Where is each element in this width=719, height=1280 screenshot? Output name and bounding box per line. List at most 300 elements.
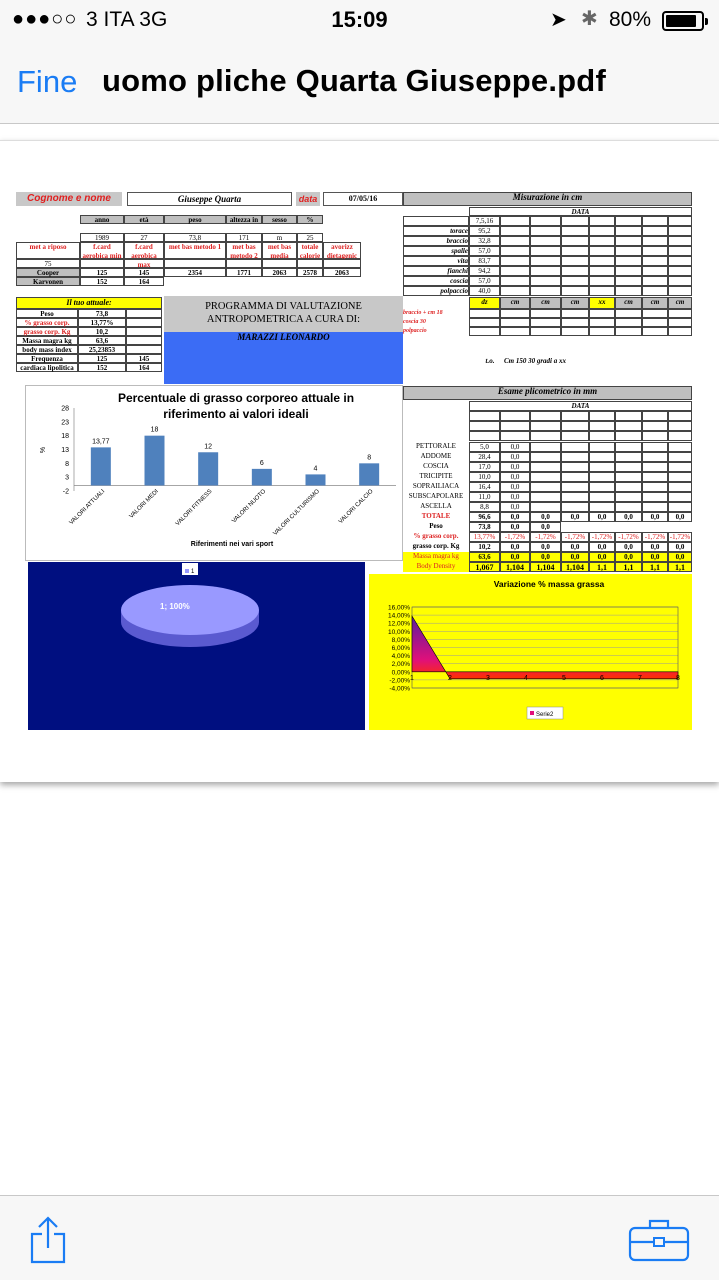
met-header: f.card aerobica min bbox=[80, 242, 124, 259]
measurement-value: 40,0 bbox=[469, 286, 500, 296]
y-axis-label: % bbox=[40, 446, 47, 454]
info-header: anno bbox=[80, 215, 124, 224]
skinfold-empty bbox=[615, 411, 642, 421]
current-status-value-2 bbox=[126, 327, 162, 336]
skinfold-empty bbox=[615, 492, 642, 502]
skinfold-summary-value: 0,0 bbox=[500, 552, 530, 562]
program-title: PROGRAMMA DI VALUTAZIONE ANTROPOMETRICA A CURA DI: bbox=[164, 296, 403, 332]
curator-name: MARAZZI LEONARDO bbox=[237, 332, 330, 342]
measurement-empty bbox=[642, 266, 668, 276]
date-value: 07/05/16 bbox=[323, 192, 403, 206]
y-tick-label: 6,00% bbox=[391, 645, 410, 652]
skinfold-empty bbox=[561, 462, 589, 472]
skinfold-summary-value: 10,2 bbox=[469, 542, 500, 552]
y-tick-label: 23 bbox=[61, 419, 69, 427]
skinfold-label: ASCELLA bbox=[420, 502, 452, 510]
met-header: f.card aerobica max bbox=[124, 242, 164, 259]
note-empty bbox=[530, 309, 561, 318]
y-tick-label: 18 bbox=[61, 433, 69, 441]
pie-slice bbox=[121, 585, 259, 635]
navigation-bar bbox=[0, 40, 719, 124]
current-status-value-2 bbox=[126, 345, 162, 354]
met-value: 75 bbox=[16, 259, 80, 268]
note-empty bbox=[642, 309, 668, 318]
skinfold-empty bbox=[530, 442, 561, 452]
met-header: totale calorie bbox=[297, 242, 323, 259]
skinfold-summary-label: % grasso corp. bbox=[413, 532, 459, 540]
x-tick-label: 6 bbox=[600, 674, 604, 682]
skinfold-empty bbox=[668, 452, 692, 462]
note-empty bbox=[668, 318, 692, 327]
pie-chart-svg bbox=[28, 562, 365, 730]
skinfold-empty bbox=[589, 431, 615, 441]
note-empty bbox=[615, 309, 642, 318]
skinfold-title: Esame plicometrico in mm bbox=[403, 386, 692, 400]
skinfold-empty bbox=[642, 421, 668, 431]
note-empty bbox=[615, 318, 642, 327]
measurement-empty bbox=[561, 246, 589, 256]
skinfold-empty bbox=[589, 411, 615, 421]
met-value bbox=[297, 259, 323, 268]
x-tick-label: VALORI MEDI bbox=[128, 488, 160, 520]
bar bbox=[91, 447, 111, 485]
skinfold-empty bbox=[561, 482, 589, 492]
note-empty bbox=[469, 327, 500, 336]
chart-title: Percentuale di grasso corporeo attuale in bbox=[117, 391, 355, 405]
x-tick-label: 4 bbox=[524, 674, 528, 682]
measurement-empty bbox=[530, 276, 561, 286]
current-status-value-2: 145 bbox=[126, 354, 162, 363]
measurement-label: spalle bbox=[403, 246, 469, 256]
info-value: 27 bbox=[124, 233, 164, 242]
skinfold-empty bbox=[642, 411, 668, 421]
status-bar bbox=[0, 0, 719, 40]
skinfold-summary-value: 1,1 bbox=[668, 562, 692, 572]
skinfold-summary-value: 0,0 bbox=[642, 552, 668, 562]
skinfold-summary-label: grasso corp. Kg bbox=[412, 542, 460, 550]
skinfold-empty bbox=[615, 452, 642, 462]
measurement-empty bbox=[500, 276, 530, 286]
measurement-empty bbox=[615, 226, 642, 236]
skinfold-summary-value: 0,0 bbox=[500, 522, 530, 532]
skinfold-empty bbox=[530, 421, 561, 431]
measurement-empty bbox=[589, 286, 615, 296]
measurement-empty bbox=[615, 266, 642, 276]
measurement-empty bbox=[589, 256, 615, 266]
measurement-empty bbox=[500, 226, 530, 236]
skinfold-empty bbox=[561, 492, 589, 502]
x-tick-label: 1 bbox=[410, 674, 414, 682]
measurement-empty bbox=[615, 246, 642, 256]
skinfold-empty bbox=[668, 472, 692, 482]
measurement-empty bbox=[668, 216, 692, 226]
karvonen-cell: 152 bbox=[80, 277, 124, 286]
legend-swatch bbox=[530, 711, 534, 715]
met-value bbox=[124, 259, 164, 268]
current-status-value: 125 bbox=[78, 354, 126, 363]
skinfold-empty bbox=[530, 452, 561, 462]
x-axis-label: Riferimenti nei vari sport bbox=[190, 541, 274, 548]
skinfold-empty bbox=[615, 482, 642, 492]
met-header: met a riposo bbox=[16, 242, 80, 259]
skinfold-empty bbox=[530, 482, 561, 492]
measurement-empty bbox=[615, 256, 642, 266]
measurement-empty bbox=[530, 236, 561, 246]
x-tick-label: 3 bbox=[486, 674, 490, 682]
clock: 15:09 bbox=[331, 7, 388, 32]
signal-indicator: ●●●○○ bbox=[12, 8, 78, 30]
current-status-label: Massa magra kg bbox=[16, 336, 78, 345]
measurement-empty bbox=[615, 236, 642, 246]
battery-percent: 80% bbox=[609, 8, 652, 31]
skinfold-summary-value: 0,0 bbox=[589, 552, 615, 562]
skinfold-empty bbox=[668, 431, 692, 441]
skinfold-empty bbox=[668, 482, 692, 492]
measurement-empty bbox=[500, 256, 530, 266]
skinfold-empty bbox=[615, 502, 642, 512]
met-header: avorizz dietagenic bbox=[323, 242, 361, 259]
y-tick-label: 0,00% bbox=[391, 669, 410, 677]
karvonen-cell: Karvonen bbox=[16, 277, 80, 286]
skinfold-summary-value: -1,72% bbox=[589, 532, 615, 542]
legend-label: Serie2 bbox=[536, 712, 554, 718]
measurement-value: 83,7 bbox=[469, 256, 500, 266]
skinfold-empty bbox=[561, 442, 589, 452]
skinfold-empty bbox=[668, 462, 692, 472]
skinfold-summary-value: 63,6 bbox=[469, 552, 500, 562]
measurement-label: torace bbox=[403, 226, 469, 236]
cooper-cell: 2578 bbox=[297, 268, 323, 277]
current-status-value-2 bbox=[126, 309, 162, 318]
info-value: 73,8 bbox=[164, 233, 226, 242]
y-tick-label: 13 bbox=[61, 447, 69, 454]
measurement-empty bbox=[561, 286, 589, 296]
measurement-unit: cm bbox=[615, 297, 642, 309]
current-status-value: 25,23853 bbox=[78, 345, 126, 354]
current-status-label: % grasso corp. bbox=[16, 318, 78, 327]
measurement-note: braccio + cm 18 bbox=[403, 310, 443, 316]
skinfold-summary-value: -1,72% bbox=[669, 533, 691, 541]
y-tick-label: 2,00% bbox=[391, 661, 410, 669]
info-header: peso bbox=[164, 215, 226, 224]
skinfold-summary-value: 1,1 bbox=[589, 562, 615, 572]
skinfold-empty bbox=[561, 502, 589, 512]
skinfold-date-header: DATA bbox=[469, 401, 692, 411]
measurement-value: 32,8 bbox=[469, 236, 500, 246]
note-empty bbox=[500, 327, 530, 336]
y-tick-label: 8 bbox=[65, 460, 69, 468]
met-value bbox=[164, 259, 226, 268]
skinfold-empty bbox=[642, 452, 668, 462]
measurement-empty bbox=[530, 256, 561, 266]
note-cm: Cm 150 30 gradi a xx bbox=[503, 357, 567, 365]
skinfold-empty bbox=[530, 462, 561, 472]
skinfold-value: 28,4 bbox=[469, 452, 500, 462]
cooper-cell: 125 bbox=[80, 268, 124, 277]
share-icon[interactable] bbox=[28, 1214, 68, 1264]
measurement-value: 94,2 bbox=[469, 266, 500, 276]
info-header: età bbox=[124, 215, 164, 224]
measurement-value: 7,5,16 bbox=[469, 216, 500, 226]
skinfold-summary-value: 0,0 bbox=[615, 552, 642, 562]
skinfold-empty bbox=[469, 411, 500, 421]
skinfold-summary-value: 0,0 bbox=[589, 542, 615, 552]
karvonen-cell: 164 bbox=[124, 277, 164, 286]
skinfold-empty bbox=[589, 492, 615, 502]
skinfold-empty bbox=[469, 421, 500, 431]
skinfold-empty bbox=[589, 452, 615, 462]
skinfold-empty bbox=[530, 472, 561, 482]
measurement-empty bbox=[530, 286, 561, 296]
skinfold-summary-value: 0,0 bbox=[589, 512, 615, 522]
skinfold-empty bbox=[561, 431, 589, 441]
cooper-cell: 145 bbox=[124, 268, 164, 277]
measurement-empty bbox=[642, 286, 668, 296]
met-value bbox=[80, 259, 124, 268]
measurement-value: 57,0 bbox=[469, 276, 500, 286]
x-tick-label: VALORI CULTURISMO bbox=[272, 488, 321, 538]
measurement-label: coscia bbox=[403, 276, 469, 286]
skinfold-summary-value: 0,0 bbox=[561, 542, 589, 552]
current-status-label: Frequenza bbox=[16, 354, 78, 363]
measurement-empty bbox=[615, 286, 642, 296]
info-header: altezza in bbox=[226, 215, 262, 224]
skinfold-empty bbox=[589, 442, 615, 452]
note-empty bbox=[615, 327, 642, 336]
skinfold-empty bbox=[530, 431, 561, 441]
skinfold-empty bbox=[530, 492, 561, 502]
met-value bbox=[226, 259, 262, 268]
measurement-empty bbox=[668, 236, 692, 246]
measurement-value: 95,2 bbox=[469, 226, 500, 236]
met-header: met bas media bbox=[262, 242, 297, 259]
bar bbox=[198, 452, 218, 485]
toolbox-icon[interactable] bbox=[628, 1218, 690, 1262]
chart-title: riferimento ai valori ideali bbox=[163, 407, 309, 421]
legend-swatch bbox=[185, 569, 189, 573]
y-tick-label: 10,00% bbox=[387, 628, 410, 636]
y-tick-label: -4,00% bbox=[389, 685, 410, 693]
current-status-label: cardiaca lipolitica bbox=[16, 363, 78, 372]
x-tick-label: VALORI ATTUALI bbox=[68, 488, 107, 527]
measurement-empty bbox=[589, 236, 615, 246]
skinfold-empty bbox=[668, 421, 692, 431]
skinfold-empty bbox=[530, 502, 561, 512]
measurement-empty bbox=[500, 246, 530, 256]
measurement-empty bbox=[561, 276, 589, 286]
current-status-value: 73,8 bbox=[78, 309, 126, 318]
pie-slice-label: 1; 100% bbox=[160, 602, 190, 611]
carrier-label: 3 ITA 3G bbox=[86, 8, 168, 31]
skinfold-empty bbox=[500, 411, 530, 421]
note-empty bbox=[500, 318, 530, 327]
skinfold-summary-value: 0,0 bbox=[561, 512, 589, 522]
y-tick-label: 4,00% bbox=[391, 653, 410, 661]
skinfold-value: 17,0 bbox=[469, 462, 500, 472]
measurement-note: coscia 30 bbox=[403, 319, 426, 325]
bar bbox=[252, 469, 272, 486]
skinfold-value: 10,0 bbox=[469, 472, 500, 482]
measurement-empty bbox=[500, 236, 530, 246]
note-tr: t.o. bbox=[485, 357, 495, 365]
measurement-label bbox=[403, 216, 469, 226]
x-tick-label: VALORI FITNESS bbox=[174, 488, 214, 528]
skinfold-empty bbox=[668, 442, 692, 452]
note-empty bbox=[469, 318, 500, 327]
info-value: 171 bbox=[226, 233, 262, 242]
chart-title: Variazione % massa grassa bbox=[493, 579, 605, 589]
measurement-empty bbox=[561, 226, 589, 236]
measurement-unit: cm bbox=[561, 297, 589, 309]
current-status-value-2 bbox=[126, 336, 162, 345]
measurement-empty bbox=[615, 276, 642, 286]
measurement-unit: cm bbox=[500, 297, 530, 309]
measurement-empty bbox=[589, 276, 615, 286]
skinfold-summary-value: 0,0 bbox=[561, 552, 589, 562]
skinfold-summary-value: 1,104 bbox=[561, 562, 589, 572]
pdf-page bbox=[0, 140, 719, 782]
current-status-value: 13,77% bbox=[78, 318, 126, 327]
bar bbox=[359, 463, 379, 485]
cooper-cell: 2063 bbox=[262, 268, 297, 277]
note-empty bbox=[642, 327, 668, 336]
measurement-empty bbox=[500, 266, 530, 276]
note-empty bbox=[589, 327, 615, 336]
current-status-value-2: 164 bbox=[126, 363, 162, 372]
bar-value-label: 6 bbox=[259, 459, 264, 467]
measurement-empty bbox=[530, 246, 561, 256]
y-tick-label: 16,00% bbox=[387, 604, 410, 612]
skinfold-summary-value: 0,0 bbox=[615, 542, 642, 552]
current-status-label: Peso bbox=[16, 309, 78, 318]
measurement-label: braccio bbox=[403, 236, 469, 246]
y-tick-label: 8,00% bbox=[391, 636, 410, 644]
skinfold-empty bbox=[668, 492, 692, 502]
skinfold-summary-value: 0,0 bbox=[642, 542, 668, 552]
area-chart bbox=[369, 574, 692, 730]
measurement-empty bbox=[668, 276, 692, 286]
info-value: 1989 bbox=[80, 233, 124, 242]
info-value: 25 bbox=[297, 233, 323, 242]
document-title: uomo pliche Quarta Giuseppe.pdf bbox=[102, 63, 606, 98]
current-status-value-2 bbox=[126, 318, 162, 327]
skinfold-value-2: 0,0 bbox=[500, 492, 530, 502]
measurement-empty bbox=[589, 266, 615, 276]
skinfold-summary-value: 0,0 bbox=[642, 512, 668, 522]
skinfold-empty bbox=[615, 462, 642, 472]
curator-box bbox=[164, 332, 403, 384]
measurement-unit: cm bbox=[530, 297, 561, 309]
info-header: sesso bbox=[262, 215, 297, 224]
info-value: m bbox=[262, 233, 297, 242]
skinfold-empty bbox=[615, 442, 642, 452]
measurement-empty bbox=[589, 246, 615, 256]
done-button[interactable]: Fine bbox=[17, 64, 78, 99]
skinfold-summary-label: Massa magra kg bbox=[403, 552, 469, 562]
skinfold-label: SOPRAILIACA bbox=[412, 482, 460, 490]
measurement-empty bbox=[530, 266, 561, 276]
x-tick-label: VALORI NUOTO bbox=[231, 488, 268, 525]
skinfold-summary-value: 0,0 bbox=[530, 512, 561, 522]
skinfold-summary-value: 1,1 bbox=[615, 562, 642, 572]
note-empty bbox=[561, 309, 589, 318]
note-empty bbox=[561, 327, 589, 336]
note-empty bbox=[589, 318, 615, 327]
measurement-label: vita bbox=[403, 256, 469, 266]
y-tick-label: -2,00% bbox=[389, 677, 410, 685]
skinfold-empty bbox=[668, 502, 692, 512]
battery-icon bbox=[662, 11, 704, 31]
cooper-cell: 1771 bbox=[226, 268, 262, 277]
measurement-label: polpaccio bbox=[403, 286, 469, 296]
skinfold-empty bbox=[500, 431, 530, 441]
skinfold-empty bbox=[589, 462, 615, 472]
bar-value-label: 4 bbox=[313, 465, 318, 473]
met-header: met bas metodo 2 bbox=[226, 242, 262, 259]
skinfold-label: PETTORALE bbox=[416, 442, 456, 450]
skinfold-summary-value: 0,0 bbox=[615, 512, 642, 522]
area-chart-svg bbox=[369, 574, 692, 730]
current-status-label: grasso corp. Kg bbox=[16, 327, 78, 336]
skinfold-label: TRICIPITE bbox=[419, 472, 453, 480]
name-label: Cognome e nome bbox=[16, 192, 122, 206]
measurement-empty bbox=[668, 256, 692, 266]
bar-chart bbox=[25, 385, 403, 561]
skinfold-empty bbox=[469, 431, 500, 441]
skinfold-summary-value: 0,0 bbox=[530, 522, 561, 532]
measurement-empty bbox=[589, 216, 615, 226]
legend-box bbox=[182, 563, 198, 575]
measurement-empty bbox=[561, 256, 589, 266]
skinfold-empty bbox=[561, 421, 589, 431]
measurement-unit: cm bbox=[642, 297, 668, 309]
skinfold-empty bbox=[642, 482, 668, 492]
measurement-value: 57,0 bbox=[469, 246, 500, 256]
skinfold-empty bbox=[561, 472, 589, 482]
skinfold-empty bbox=[615, 472, 642, 482]
skinfold-summary-value: -1,72% bbox=[500, 532, 530, 542]
skinfold-summary-value: 13,77% bbox=[469, 532, 500, 542]
x-tick-label: 8 bbox=[676, 674, 680, 682]
note-empty bbox=[469, 309, 500, 318]
skinfold-summary-value: 1,104 bbox=[500, 562, 530, 572]
note-empty bbox=[668, 327, 692, 336]
skinfold-label: SUBSCAPOLARE bbox=[408, 492, 464, 500]
x-tick-label: 5 bbox=[562, 674, 566, 682]
name-value: Giuseppe Quarta bbox=[127, 192, 292, 206]
skinfold-summary-value: -1,72% bbox=[561, 532, 589, 542]
x-tick-label: 2 bbox=[448, 674, 452, 682]
measurement-empty bbox=[561, 216, 589, 226]
skinfold-value-2: 0,0 bbox=[500, 452, 530, 462]
skinfold-label: ADDOME bbox=[420, 452, 452, 460]
bar-value-label: 13,77 bbox=[92, 438, 110, 446]
measurement-note: polpaccio bbox=[403, 328, 427, 334]
note-empty bbox=[500, 309, 530, 318]
skinfold-empty bbox=[642, 462, 668, 472]
skinfold-value-2: 0,0 bbox=[500, 472, 530, 482]
date-label: data bbox=[296, 192, 320, 206]
note-empty bbox=[561, 318, 589, 327]
measurement-empty bbox=[642, 256, 668, 266]
skinfold-empty bbox=[500, 421, 530, 431]
skinfold-summary-value: -1,72% bbox=[615, 532, 642, 542]
info-header: % bbox=[297, 215, 323, 224]
cooper-cell: 2063 bbox=[323, 268, 361, 277]
note-empty bbox=[668, 309, 692, 318]
bar-value-label: 8 bbox=[367, 454, 372, 462]
skinfold-empty bbox=[642, 502, 668, 512]
